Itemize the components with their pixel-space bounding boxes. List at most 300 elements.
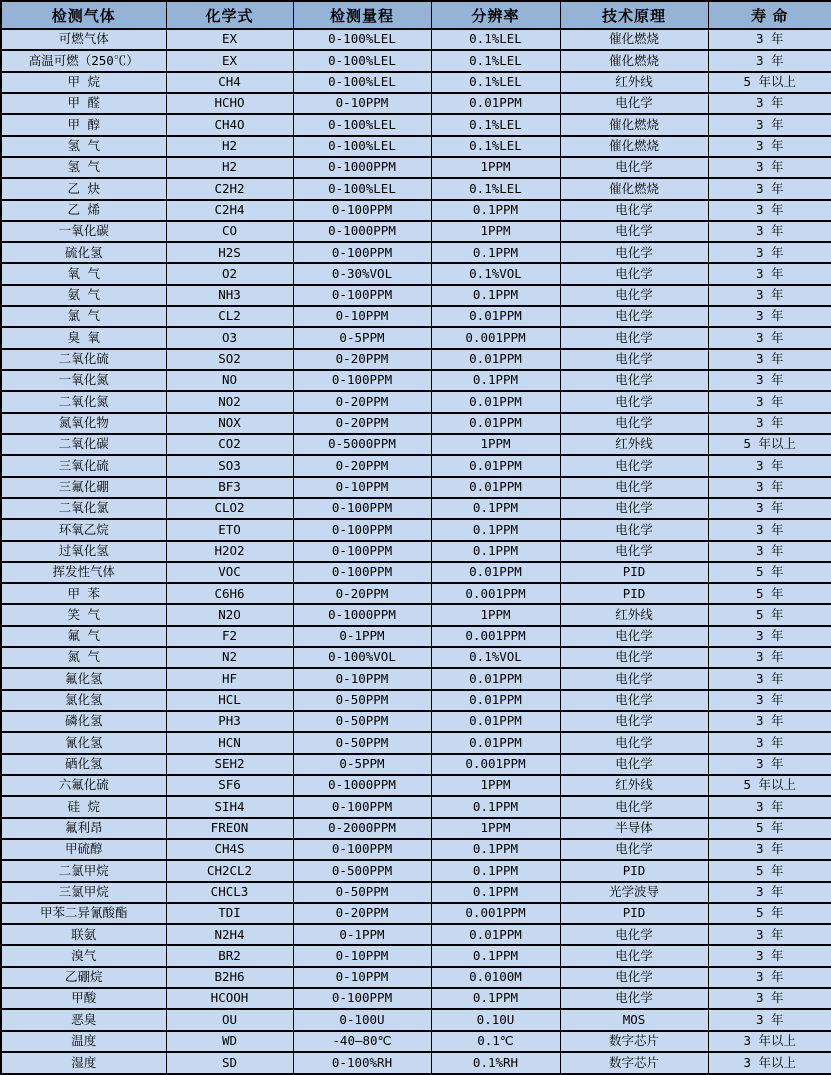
gas-name-cell: 甲苯二异氰酸酯 (1, 903, 166, 924)
lifespan-cell: 3 年 (708, 967, 831, 988)
lifespan-cell: 3 年以上 (708, 1031, 831, 1052)
resolution-cell: 0.0100M (431, 967, 560, 988)
table-row (1, 604, 831, 625)
column-header-gas: 检测气体 (1, 1, 166, 29)
principle-cell: 电化学 (560, 711, 708, 732)
lifespan-cell: 3 年 (708, 690, 831, 711)
formula-cell: H2S (166, 242, 293, 263)
table-row (1, 93, 831, 114)
range-cell: 0-100%LEL (293, 178, 431, 199)
gas-name-cell: 二氯甲烷 (1, 860, 166, 881)
formula-cell: N2O (166, 604, 293, 625)
table-row (1, 136, 831, 157)
gas-name-cell: 氮 气 (1, 647, 166, 668)
range-cell: 0-100PPM (293, 519, 431, 540)
range-cell: 0-20PPM (293, 413, 431, 434)
formula-cell: CO2 (166, 434, 293, 455)
lifespan-cell: 3 年 (708, 754, 831, 775)
formula-cell: BF3 (166, 477, 293, 498)
table-row (1, 1052, 831, 1074)
gas-name-cell: 二氧化氯 (1, 498, 166, 519)
resolution-cell: 0.1%VOL (431, 647, 560, 668)
gas-name-cell: 高温可燃（250℃） (1, 50, 166, 71)
table-row (1, 882, 831, 903)
gas-name-cell: 三氟化硼 (1, 477, 166, 498)
range-cell: 0-1000PPM (293, 604, 431, 625)
table-row (1, 583, 831, 604)
table-row (1, 327, 831, 348)
gas-name-cell: 三氧化硫 (1, 455, 166, 476)
formula-cell: HCN (166, 732, 293, 753)
table-row (1, 413, 831, 434)
table-body (1, 29, 831, 1074)
principle-cell: 电化学 (560, 263, 708, 284)
lifespan-cell: 3 年 (708, 626, 831, 647)
resolution-cell: 1PPM (431, 434, 560, 455)
gas-name-cell: 臭 氧 (1, 327, 166, 348)
principle-cell: 电化学 (560, 796, 708, 817)
resolution-cell: 0.001PPM (431, 626, 560, 647)
resolution-cell: 0.01PPM (431, 562, 560, 583)
resolution-cell: 1PPM (431, 221, 560, 242)
formula-cell: H2 (166, 136, 293, 157)
lifespan-cell: 3 年 (708, 306, 831, 327)
resolution-cell: 0.001PPM (431, 903, 560, 924)
formula-cell: CH4O (166, 114, 293, 135)
resolution-cell: 0.001PPM (431, 583, 560, 604)
principle-cell: 电化学 (560, 349, 708, 370)
formula-cell: O2 (166, 263, 293, 284)
column-header-resolution: 分辨率 (431, 1, 560, 29)
resolution-cell: 0.01PPM (431, 306, 560, 327)
range-cell: 0-2000PPM (293, 818, 431, 839)
table-row (1, 818, 831, 839)
gas-name-cell: 甲 醇 (1, 114, 166, 135)
table-row (1, 306, 831, 327)
resolution-cell: 0.1PPM (431, 860, 560, 881)
principle-cell: 催化燃烧 (560, 29, 708, 50)
gas-name-cell: 联氨 (1, 924, 166, 945)
table-row (1, 711, 831, 732)
range-cell: 0-100%LEL (293, 136, 431, 157)
gas-name-cell: 氨 气 (1, 285, 166, 306)
lifespan-cell: 3 年 (708, 924, 831, 945)
range-cell: 0-20PPM (293, 349, 431, 370)
principle-cell: 催化燃烧 (560, 114, 708, 135)
formula-cell: C2H2 (166, 178, 293, 199)
table-row (1, 29, 831, 50)
lifespan-cell: 5 年以上 (708, 434, 831, 455)
resolution-cell: 1PPM (431, 818, 560, 839)
table-row (1, 200, 831, 221)
gas-name-cell: 甲 烷 (1, 72, 166, 93)
gas-name-cell: 二氧化硫 (1, 349, 166, 370)
resolution-cell: 0.01PPM (431, 93, 560, 114)
table-row (1, 349, 831, 370)
gas-name-cell: 乙硼烷 (1, 967, 166, 988)
principle-cell: 电化学 (560, 498, 708, 519)
formula-cell: NO2 (166, 391, 293, 412)
principle-cell: 电化学 (560, 391, 708, 412)
table-row (1, 242, 831, 263)
table-row (1, 221, 831, 242)
gas-name-cell: 三氯甲烷 (1, 882, 166, 903)
range-cell: 0-1000PPM (293, 775, 431, 796)
gas-name-cell: 温度 (1, 1031, 166, 1052)
table-row (1, 775, 831, 796)
gas-name-cell: 硒化氢 (1, 754, 166, 775)
table-row (1, 178, 831, 199)
principle-cell: PID (560, 860, 708, 881)
gas-name-cell: 一氧化碳 (1, 221, 166, 242)
principle-cell: 红外线 (560, 604, 708, 625)
formula-cell: HF (166, 668, 293, 689)
gas-name-cell: 氯 气 (1, 306, 166, 327)
lifespan-cell: 3 年 (708, 796, 831, 817)
principle-cell: 催化燃烧 (560, 136, 708, 157)
table-row (1, 519, 831, 540)
resolution-cell: 1PPM (431, 157, 560, 178)
principle-cell: 电化学 (560, 541, 708, 562)
formula-cell: H2 (166, 157, 293, 178)
resolution-cell: 0.001PPM (431, 327, 560, 348)
principle-cell: 电化学 (560, 242, 708, 263)
formula-cell: N2H4 (166, 924, 293, 945)
range-cell: 0-100PPM (293, 242, 431, 263)
principle-cell: 电化学 (560, 732, 708, 753)
range-cell: 0-20PPM (293, 903, 431, 924)
range-cell: 0-50PPM (293, 882, 431, 903)
resolution-cell: 0.1%VOL (431, 263, 560, 284)
resolution-cell: 0.01PPM (431, 413, 560, 434)
table-row (1, 1031, 831, 1052)
gas-name-cell: 过氧化氢 (1, 541, 166, 562)
range-cell: 0-30%VOL (293, 263, 431, 284)
table-row (1, 434, 831, 455)
table-row (1, 285, 831, 306)
range-cell: 0-20PPM (293, 455, 431, 476)
principle-cell: 电化学 (560, 200, 708, 221)
formula-cell: B2H6 (166, 967, 293, 988)
lifespan-cell: 3 年以上 (708, 1052, 831, 1074)
lifespan-cell: 3 年 (708, 327, 831, 348)
formula-cell: CO (166, 221, 293, 242)
range-cell: 0-100PPM (293, 796, 431, 817)
principle-cell: 电化学 (560, 690, 708, 711)
range-cell: 0-100PPM (293, 200, 431, 221)
gas-name-cell: 一氧化氮 (1, 370, 166, 391)
principle-cell: 电化学 (560, 967, 708, 988)
lifespan-cell: 5 年 (708, 583, 831, 604)
principle-cell: 数字芯片 (560, 1031, 708, 1052)
lifespan-cell: 3 年 (708, 136, 831, 157)
range-cell: 0-5000PPM (293, 434, 431, 455)
gas-name-cell: 氰化氢 (1, 732, 166, 753)
resolution-cell: 0.1PPM (431, 200, 560, 221)
resolution-cell: 0.01PPM (431, 924, 560, 945)
principle-cell: 电化学 (560, 370, 708, 391)
principle-cell: 电化学 (560, 221, 708, 242)
gas-name-cell: 乙 炔 (1, 178, 166, 199)
gas-name-cell: 氮氧化物 (1, 413, 166, 434)
gas-name-cell: 笑 气 (1, 604, 166, 625)
formula-cell: NH3 (166, 285, 293, 306)
principle-cell: 电化学 (560, 285, 708, 306)
table-row (1, 903, 831, 924)
principle-cell: 红外线 (560, 434, 708, 455)
principle-cell: 半导体 (560, 818, 708, 839)
lifespan-cell: 3 年 (708, 221, 831, 242)
lifespan-cell: 3 年 (708, 498, 831, 519)
formula-cell: C6H6 (166, 583, 293, 604)
table-row (1, 562, 831, 583)
formula-cell: TDI (166, 903, 293, 924)
lifespan-cell: 5 年 (708, 604, 831, 625)
principle-cell: 电化学 (560, 945, 708, 966)
formula-cell: ETO (166, 519, 293, 540)
principle-cell: 电化学 (560, 413, 708, 434)
principle-cell: 电化学 (560, 647, 708, 668)
table-row (1, 754, 831, 775)
column-header-principle: 技术原理 (560, 1, 708, 29)
formula-cell: EX (166, 29, 293, 50)
range-cell: 0-1PPM (293, 626, 431, 647)
lifespan-cell: 3 年 (708, 29, 831, 50)
range-cell: 0-10PPM (293, 668, 431, 689)
principle-cell: PID (560, 583, 708, 604)
column-header-formula: 化学式 (166, 1, 293, 29)
lifespan-cell: 3 年 (708, 647, 831, 668)
table-row (1, 370, 831, 391)
range-cell: 0-100U (293, 1009, 431, 1030)
range-cell: 0-100PPM (293, 498, 431, 519)
range-cell: 0-100PPM (293, 988, 431, 1009)
gas-name-cell: 磷化氢 (1, 711, 166, 732)
lifespan-cell: 3 年 (708, 668, 831, 689)
range-cell: 0-20PPM (293, 583, 431, 604)
range-cell: 0-5PPM (293, 327, 431, 348)
lifespan-cell: 3 年 (708, 50, 831, 71)
formula-cell: CH4 (166, 72, 293, 93)
range-cell: -40—80℃ (293, 1031, 431, 1052)
principle-cell: 催化燃烧 (560, 178, 708, 199)
gas-name-cell: 硅 烷 (1, 796, 166, 817)
table-row (1, 72, 831, 93)
table-row (1, 967, 831, 988)
principle-cell: 红外线 (560, 775, 708, 796)
resolution-cell: 0.01PPM (431, 349, 560, 370)
principle-cell: 电化学 (560, 327, 708, 348)
lifespan-cell: 5 年以上 (708, 72, 831, 93)
formula-cell: SF6 (166, 775, 293, 796)
resolution-cell: 0.1PPM (431, 370, 560, 391)
range-cell: 0-100PPM (293, 370, 431, 391)
formula-cell: NO (166, 370, 293, 391)
resolution-cell: 0.1%LEL (431, 50, 560, 71)
resolution-cell: 1PPM (431, 775, 560, 796)
table-row (1, 839, 831, 860)
table-row (1, 988, 831, 1009)
resolution-cell: 0.1%LEL (431, 136, 560, 157)
formula-cell: C2H4 (166, 200, 293, 221)
lifespan-cell: 3 年 (708, 391, 831, 412)
lifespan-cell: 3 年 (708, 370, 831, 391)
range-cell: 0-1000PPM (293, 157, 431, 178)
resolution-cell: 0.01PPM (431, 668, 560, 689)
range-cell: 0-10PPM (293, 93, 431, 114)
column-header-lifespan: 寿 命 (708, 1, 831, 29)
resolution-cell: 0.1PPM (431, 519, 560, 540)
formula-cell: FREON (166, 818, 293, 839)
gas-name-cell: 六氟化硫 (1, 775, 166, 796)
resolution-cell: 0.01PPM (431, 690, 560, 711)
gas-name-cell: 环氧乙烷 (1, 519, 166, 540)
range-cell: 0-100%LEL (293, 114, 431, 135)
table-row (1, 157, 831, 178)
formula-cell: CL2 (166, 306, 293, 327)
lifespan-cell: 3 年 (708, 732, 831, 753)
lifespan-cell: 3 年 (708, 477, 831, 498)
principle-cell: 红外线 (560, 72, 708, 93)
resolution-cell: 0.10U (431, 1009, 560, 1030)
formula-cell: WD (166, 1031, 293, 1052)
principle-cell: 电化学 (560, 924, 708, 945)
resolution-cell: 0.1%LEL (431, 29, 560, 50)
range-cell: 0-100%LEL (293, 72, 431, 93)
lifespan-cell: 3 年 (708, 157, 831, 178)
formula-cell: SEH2 (166, 754, 293, 775)
table-row (1, 391, 831, 412)
range-cell: 0-10PPM (293, 967, 431, 988)
lifespan-cell: 3 年 (708, 413, 831, 434)
principle-cell: 电化学 (560, 839, 708, 860)
range-cell: 0-500PPM (293, 860, 431, 881)
range-cell: 0-10PPM (293, 945, 431, 966)
resolution-cell: 0.1%RH (431, 1052, 560, 1074)
lifespan-cell: 3 年 (708, 541, 831, 562)
gas-name-cell: 硫化氢 (1, 242, 166, 263)
lifespan-cell: 3 年 (708, 945, 831, 966)
principle-cell: 催化燃烧 (560, 50, 708, 71)
lifespan-cell: 3 年 (708, 285, 831, 306)
table-row (1, 945, 831, 966)
resolution-cell: 0.1℃ (431, 1031, 560, 1052)
principle-cell: 电化学 (560, 988, 708, 1009)
principle-cell: 电化学 (560, 157, 708, 178)
range-cell: 0-5PPM (293, 754, 431, 775)
principle-cell: PID (560, 903, 708, 924)
lifespan-cell: 3 年 (708, 882, 831, 903)
lifespan-cell: 3 年 (708, 839, 831, 860)
range-cell: 0-20PPM (293, 391, 431, 412)
principle-cell: PID (560, 562, 708, 583)
gas-name-cell: 乙 烯 (1, 200, 166, 221)
gas-name-cell: 甲 醛 (1, 93, 166, 114)
formula-cell: HCOOH (166, 988, 293, 1009)
formula-cell: CH2CL2 (166, 860, 293, 881)
table-row (1, 860, 831, 881)
lifespan-cell: 5 年 (708, 562, 831, 583)
range-cell: 0-100%LEL (293, 50, 431, 71)
formula-cell: SO2 (166, 349, 293, 370)
gas-name-cell: 氢 气 (1, 157, 166, 178)
resolution-cell: 0.01PPM (431, 711, 560, 732)
formula-cell: SD (166, 1052, 293, 1074)
formula-cell: EX (166, 50, 293, 71)
table-row (1, 924, 831, 945)
formula-cell: SO3 (166, 455, 293, 476)
gas-name-cell: 氢 气 (1, 136, 166, 157)
range-cell: 0-50PPM (293, 690, 431, 711)
resolution-cell: 0.001PPM (431, 754, 560, 775)
gas-name-cell: 氟化氢 (1, 668, 166, 689)
range-cell: 0-100PPM (293, 839, 431, 860)
resolution-cell: 0.1%LEL (431, 72, 560, 93)
table-row (1, 796, 831, 817)
principle-cell: 电化学 (560, 306, 708, 327)
formula-cell: OU (166, 1009, 293, 1030)
lifespan-cell: 3 年 (708, 349, 831, 370)
gas-name-cell: 挥发性气体 (1, 562, 166, 583)
formula-cell: BR2 (166, 945, 293, 966)
resolution-cell: 0.01PPM (431, 455, 560, 476)
formula-cell: PH3 (166, 711, 293, 732)
table-row (1, 690, 831, 711)
principle-cell: 电化学 (560, 754, 708, 775)
table-row (1, 626, 831, 647)
resolution-cell: 0.1PPM (431, 988, 560, 1009)
resolution-cell: 0.01PPM (431, 732, 560, 753)
gas-name-cell: 氟利昂 (1, 818, 166, 839)
resolution-cell: 0.1PPM (431, 839, 560, 860)
formula-cell: NOX (166, 413, 293, 434)
resolution-cell: 0.1PPM (431, 882, 560, 903)
table-row (1, 114, 831, 135)
resolution-cell: 0.1PPM (431, 498, 560, 519)
formula-cell: SIH4 (166, 796, 293, 817)
gas-name-cell: 甲 苯 (1, 583, 166, 604)
gas-name-cell: 恶臭 (1, 1009, 166, 1030)
resolution-cell: 0.1%LEL (431, 114, 560, 135)
gas-name-cell: 甲酸 (1, 988, 166, 1009)
range-cell: 0-100%VOL (293, 647, 431, 668)
resolution-cell: 1PPM (431, 604, 560, 625)
lifespan-cell: 5 年 (708, 818, 831, 839)
table-row (1, 541, 831, 562)
principle-cell: MOS (560, 1009, 708, 1030)
gas-name-cell: 溴气 (1, 945, 166, 966)
formula-cell: CHCL3 (166, 882, 293, 903)
range-cell: 0-10PPM (293, 477, 431, 498)
formula-cell: VOC (166, 562, 293, 583)
resolution-cell: 0.01PPM (431, 477, 560, 498)
table-row (1, 732, 831, 753)
principle-cell: 光学波导 (560, 882, 708, 903)
formula-cell: HCHO (166, 93, 293, 114)
gas-name-cell: 氟 气 (1, 626, 166, 647)
gas-name-cell: 氯化氢 (1, 690, 166, 711)
table-row (1, 498, 831, 519)
range-cell: 0-100PPM (293, 285, 431, 306)
resolution-cell: 0.1%LEL (431, 178, 560, 199)
range-cell: 0-50PPM (293, 711, 431, 732)
principle-cell: 数字芯片 (560, 1052, 708, 1074)
gas-name-cell: 甲硫醇 (1, 839, 166, 860)
table-row (1, 455, 831, 476)
principle-cell: 电化学 (560, 455, 708, 476)
range-cell: 0-100%RH (293, 1052, 431, 1074)
lifespan-cell: 3 年 (708, 242, 831, 263)
